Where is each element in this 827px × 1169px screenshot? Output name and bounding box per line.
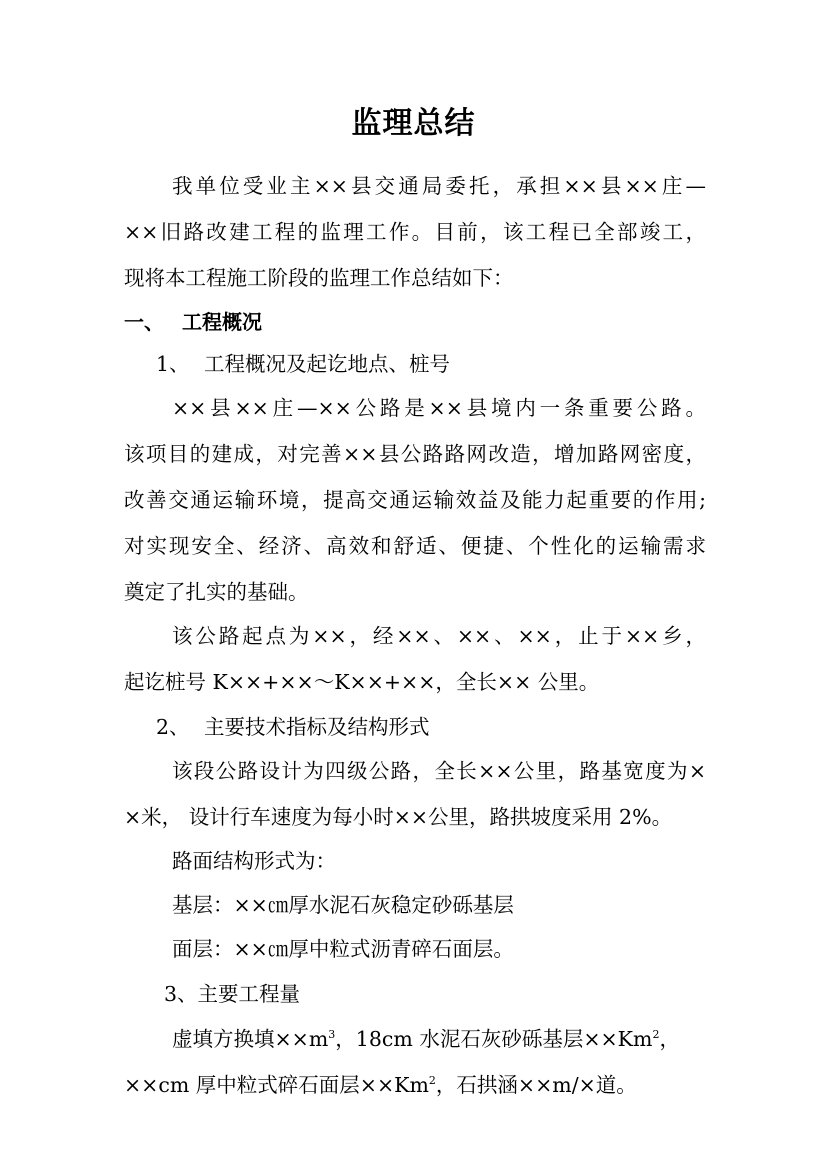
item-2-heading [156, 713, 738, 741]
section-number: 一、 [124, 310, 164, 334]
superscript-square-2: 2 [428, 1074, 436, 1088]
para-1-line-1: ××县××庄—××公路是××县境内一条重要公路。 [172, 396, 706, 420]
para-2-line-1: 该公路起点为××，经××、××、××，止于××乡， [172, 624, 706, 648]
quantities-line-1 [172, 1025, 706, 1053]
quantities-line-2 [124, 1071, 706, 1099]
item-1-heading [156, 350, 738, 378]
document-title: 监理总结 [351, 106, 476, 141]
section-title: 工程概况 [182, 310, 262, 334]
item-2-title: 主要技术指标及结构形式 [204, 715, 430, 739]
para-1-line-2: 该项目的建成，对完善××县公路路网改造，增加路网密度， [124, 442, 706, 466]
quantity-base: ，18cm 水泥石灰砂砾基层××Km [335, 1027, 653, 1051]
item-3-heading: 3、主要工程量 [164, 982, 301, 1006]
item-1-title: 工程概况及起讫地点、桩号 [204, 352, 450, 376]
para-1-line-4: 对实现安全、经济、高效和舒适、便捷、个性化的运输需求 [124, 534, 706, 558]
superscript-square: 2 [652, 1028, 660, 1042]
para-3-line-2: ×米， 设计行车速度为每小时××公里，路拱坡度采用 2%。 [124, 805, 673, 829]
item-2-number: 2、 [156, 715, 190, 739]
intro-line-3: 现将本工程施工阶段的监理工作总结如下： [124, 266, 514, 290]
quantity-surface: ××cm 厚中粒式碎石面层××Km [124, 1073, 429, 1097]
para-3-line-1: 该段公路设计为四级公路，全长××公里，路基宽度为× [172, 759, 706, 783]
structure-intro: 路面结构形式为： [172, 849, 336, 873]
intro-line-2: ××旧路改建工程的监理工作。目前，该工程已全部竣工， [124, 220, 706, 244]
item-1-number: 1、 [156, 352, 190, 376]
structure-base: 基层：××㎝厚水泥石灰稳定砂砾基层 [172, 893, 514, 917]
structure-surface: 面层：××㎝厚中粒式沥青碎石面层。 [172, 937, 514, 961]
para-1-line-3: 改善交通运输环境，提高交通运输效益及能力起重要的作用; [124, 488, 706, 512]
quantity-comma: ， [659, 1027, 680, 1051]
quantity-fill: 虚填方换填××m [172, 1027, 329, 1051]
para-1-line-5: 奠定了扎实的基础。 [124, 580, 309, 604]
para-2-line-2: 起讫桩号 K××+××～K××+××，全长×× 公里。 [124, 670, 600, 694]
section-heading [124, 308, 706, 336]
intro-line-1: 我单位受业主××县交通局委托，承担××县××庄— [172, 174, 706, 198]
superscript-cubic: 3 [328, 1028, 336, 1042]
quantity-culvert: ，石拱涵××m/×道。 [435, 1073, 637, 1097]
